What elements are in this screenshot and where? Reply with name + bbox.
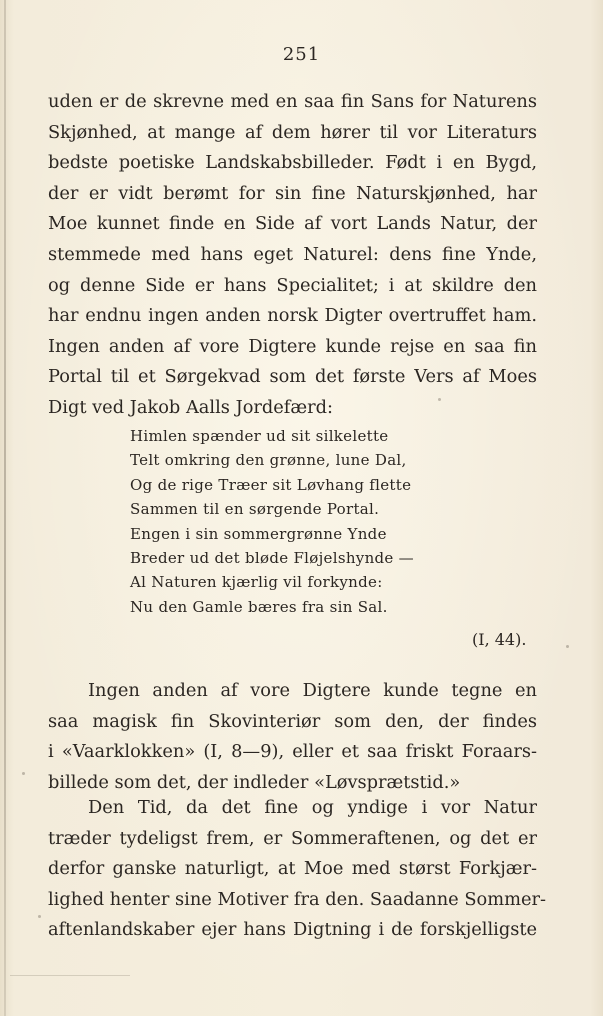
paragraph-2 (48, 676, 537, 798)
text-line: Den Tid, da det fine og yndige i vor Natur (88, 797, 537, 818)
text-line: derfor ganske naturligt, at Moe med størst Forkjær- (48, 858, 537, 880)
poem-verse: Telt omkring den grønne, lune Dal, (130, 451, 407, 470)
poem-quote (130, 424, 430, 619)
text-line: Ingen anden af vore Digtere kunde rejse en saa fin (48, 335, 537, 357)
poem-verse: Nu den Gamle bæres fra sin Sal. (130, 597, 388, 616)
poem-verse: Himlen spænder ud sit silkelette (130, 427, 389, 445)
text-line: stemmede med hans eget Naturel: dens fine Ynde, (48, 243, 537, 265)
page-number: 251 (282, 44, 321, 65)
poem-verse: Engen i sin sommergrønne Ynde (130, 524, 387, 543)
text-line: Moe kunnet finde en Side af vort Lands Natur, der (48, 213, 537, 235)
text-line: bedste poetiske Landskabsbilleder. Født i en Bygd, (48, 152, 537, 174)
paper-speck (438, 398, 441, 401)
paper-speck (22, 772, 25, 775)
text-line: lighed henter sine Motiver fra den. Saadanne Sommer- (48, 888, 546, 910)
text-line: træder tydeligst frem, er Sommeraftenen, og det er (48, 827, 537, 849)
text-line: uden er de skrevne med en saa fin Sans for Naturens (48, 91, 537, 112)
text-line: Ingen anden af vore Digtere kunde tegne en (88, 680, 537, 701)
text-line: Skjønhed, at mange af dem hører til vor Literaturs (48, 121, 537, 143)
text-line: billede som det, der indleder «Løvsprætstid.» (48, 771, 461, 793)
poem-verse: Sammen til en sørgende Portal. (130, 500, 380, 519)
text-line: saa magisk fin Skovinteriør som den, der findes (48, 710, 537, 732)
text-line: der er vidt berømt for sin fine Naturskjønhed, har (48, 182, 537, 204)
paragraph-3 (48, 793, 546, 946)
poem-citation: (I, 44). (472, 630, 527, 649)
page-smudge (10, 975, 130, 976)
text-line: Digt ved Jakob Aalls Jordefærd: (48, 396, 333, 418)
text-line: i «Vaarklokken» (I, 8—9), eller et saa friskt Foraars- (48, 741, 537, 763)
text-line: har endnu ingen anden norsk Digter overtruffet ham. (48, 305, 537, 327)
poem-verse: Breder ud det bløde Fløjelshynde — (130, 549, 414, 568)
text-line: Portal til et Sørgekvad som det første Vers af Moes (48, 366, 537, 388)
poem-verse: Al Naturen kjærlig vil forkynde: (130, 573, 383, 592)
paper-speck (38, 915, 41, 918)
poem-verse: Og de rige Træer sit Løvhang flette (130, 475, 412, 494)
text-line: aftenlandskaber ejer hans Digtning i de forskjelligste (48, 919, 537, 941)
paper-speck (566, 645, 569, 648)
page-edge-shadow (4, 0, 6, 1016)
paragraph-1 (48, 87, 537, 424)
text-line: og denne Side er hans Specialitet; i at skildre den (48, 274, 537, 296)
